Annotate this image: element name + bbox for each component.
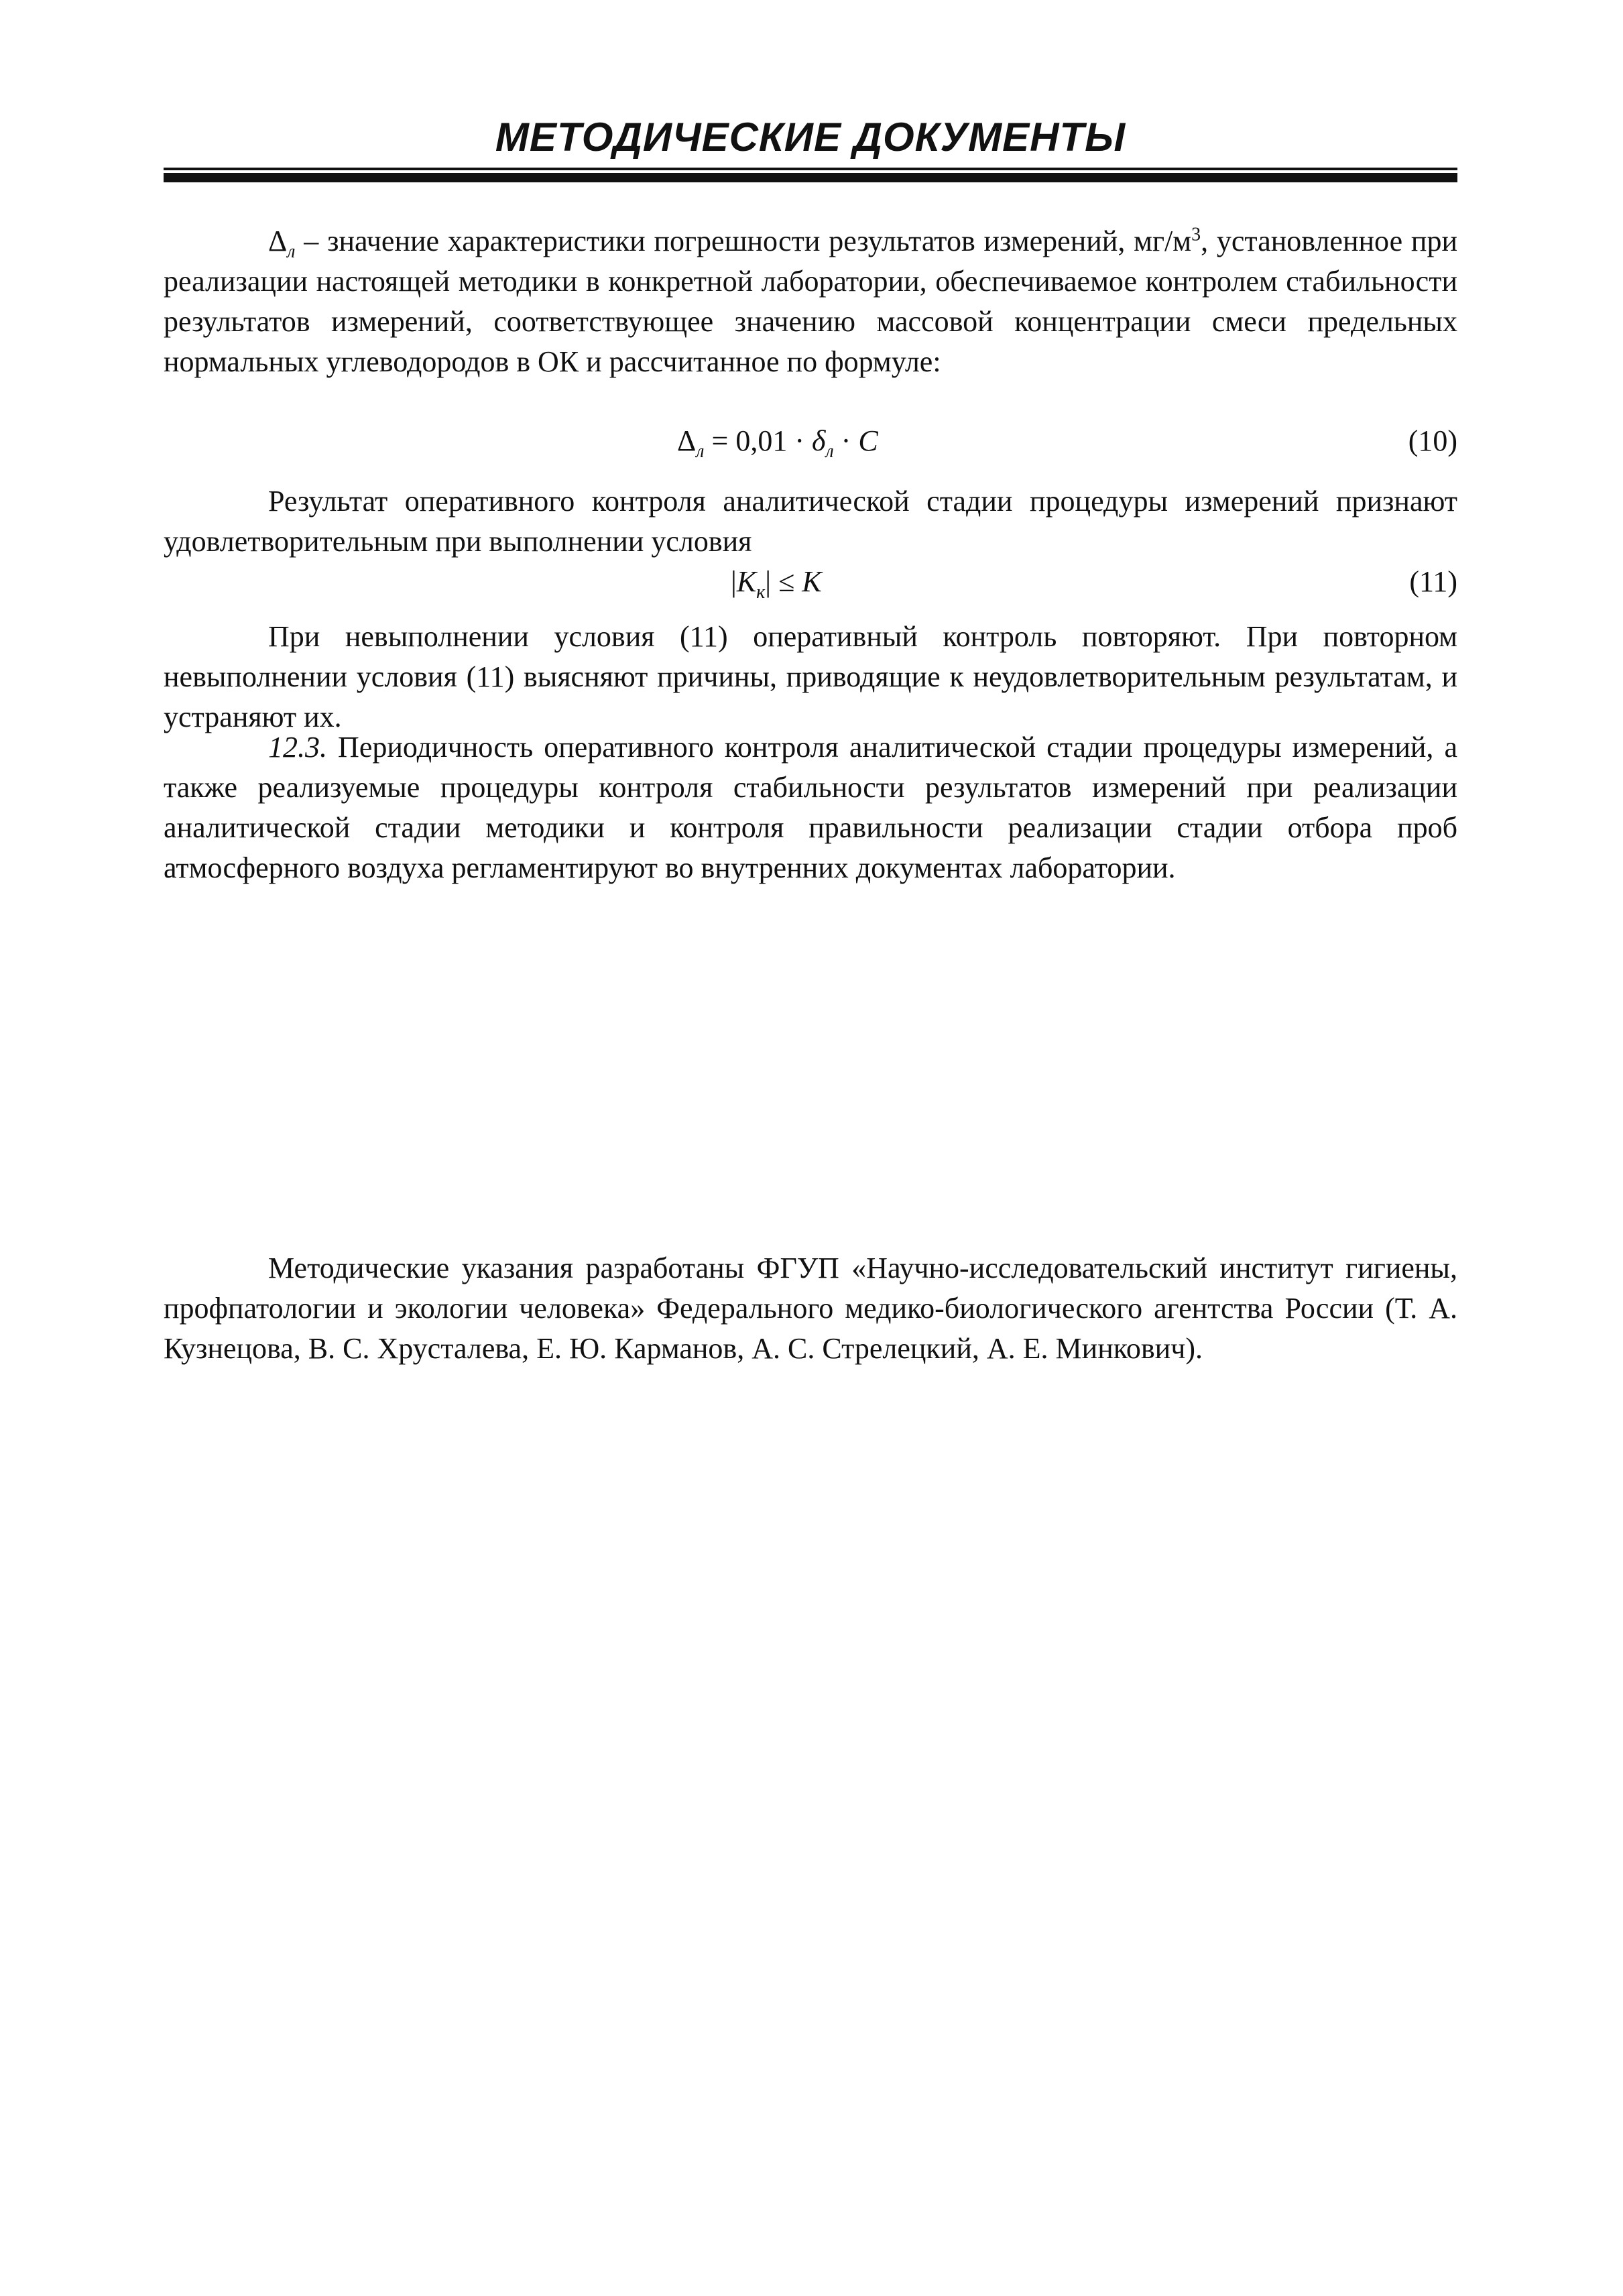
paragraph-12-3 xyxy=(164,727,1457,888)
formula-10-lhs-sub: л xyxy=(696,440,705,462)
delta-text-b: , установленное при реализации настоящей методики в конкретной лаборатории, обеспечиваемое контролем стабильности результатов измерений, соответствующее значению массовой концентрации смеси предельных нормальных углеводородов в ОК и рассчитанное по формуле: xyxy=(164,225,1457,378)
delta-subscript: л xyxy=(287,241,296,262)
formula-11-k-sub: к xyxy=(756,581,766,603)
paragraph-result-condition: Результат оперативного контроля аналитической стадии процедуры измерений признают удовлетворительным при выполнении условия xyxy=(164,485,1457,558)
formula-10 xyxy=(677,421,878,461)
formula-10-delta-sub: л xyxy=(825,440,834,462)
paragraph-12-3-text: Периодичность оперативного контроля аналитической стадии процедуры измерений, а также реализуемые процедуры контроля стабильности результатов измерений при реализации аналитической стадии методики и контроля правильности реализации стадии отбора проб атмосферного воздуха регламентируют во внутренних документах лаборатории. xyxy=(164,731,1457,884)
formula-10-delta: δ xyxy=(811,424,826,457)
paragraph-delta-definition xyxy=(164,221,1457,382)
formula-10-var: C xyxy=(858,424,878,457)
paragraph-failure-handling: При невыполнении условия (11) оперативный контроль повторяют. При повторном невыполнении условия (11) выясняют причины, приводящие к неудовлетворительным результатам, и устраняют их. xyxy=(164,620,1457,733)
delta-symbol: Δ xyxy=(268,225,288,257)
formula-11 xyxy=(731,562,822,602)
equation-number-11: (11) xyxy=(1409,565,1457,598)
equation-number-10: (10) xyxy=(1408,424,1457,457)
section-number-12-3: 12.3. xyxy=(268,731,327,764)
unit-superscript: 3 xyxy=(1191,224,1201,245)
formula-11-k: K xyxy=(736,565,757,598)
delta-text-a: – значение характеристики погрешности результатов измерений, мг/м xyxy=(295,225,1192,257)
formula-10-tail: · xyxy=(833,424,859,457)
formula-10-eq: = 0,01 · xyxy=(704,424,812,457)
formula-11-bar-left: | xyxy=(731,565,737,598)
formula-11-le: ≤ xyxy=(771,565,802,598)
formula-11-rhs: K xyxy=(802,565,822,598)
formula-11-bar-right: | xyxy=(765,565,772,598)
header-rule-thick xyxy=(164,173,1457,182)
formula-10-lhs: Δ xyxy=(677,424,697,457)
header-rule-thin xyxy=(164,168,1457,170)
page-header-title: МЕТОДИЧЕСКИЕ ДОКУМЕНТЫ xyxy=(495,115,1126,160)
authors-note: Методические указания разработаны ФГУП «Научно-исследовательский институт гигиены, профпатологии и экологии человека» Федерального медико-биологического агентства России (Т. А. Кузнецова, В. С. Хрусталева, Е. Ю. Карманов, А. С. Стрелецкий, А. Е. Минкович). xyxy=(164,1252,1457,1365)
